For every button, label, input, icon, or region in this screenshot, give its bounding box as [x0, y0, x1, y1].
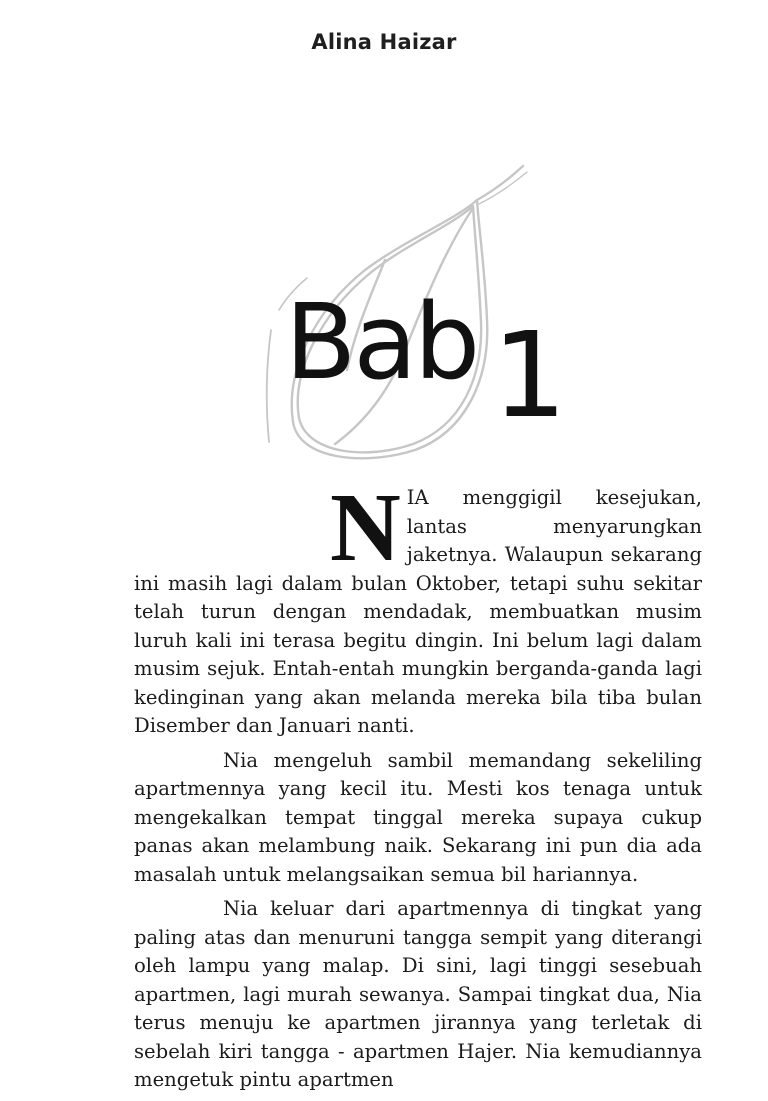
chapter-number: 1: [492, 306, 568, 444]
chapter-title: Bab: [285, 281, 478, 403]
paragraph-3: Nia keluar dari apartmennya di tingkat yang paling atas dan menuruni tangga sempit yang diterangi oleh lampu yang malap. Di sini, lagi tinggi sesebuah apartmen, lagi murah sewanya. Sampai tingkat dua, Nia terus menuju ke apartmen jirannya yang terletak di sebelah kiri tangga - apartmen Hajer. Nia kemudiannya mengetuk pintu apartmen: [134, 897, 702, 1091]
drop-cap: N: [330, 474, 401, 582]
paragraph-1-text: IA menggigil kesejukan, lantas menyarungkan jaketnya. Walaupun sekarang ini masih lagi dalam bulan Oktober, tetapi suhu sekitar telah turun dengan mendadak, membuatkan musim luruh kali ini terasa begitu dingin. Ini belum lagi dalam musim sejuk. Entah-entah mungkin berganda-ganda lagi kedinginan yang akan melanda mereka bila tiba bulan Disember dan Januari nanti.: [134, 486, 702, 737]
paragraph-1: [134, 474, 702, 741]
paragraph-2: Nia mengeluh sambil memandang sekeliling apartmennya yang kecil itu. Mesti kos tenaga untuk mengekalkan tempat tinggal mereka supaya cukup panas akan melambung naik. Sekarang ini pun dia ada masalah untuk melangsaikan semua bil hariannya.: [134, 748, 702, 886]
body-text: [134, 474, 702, 1101]
author-name: Alina Haizar: [311, 30, 457, 54]
